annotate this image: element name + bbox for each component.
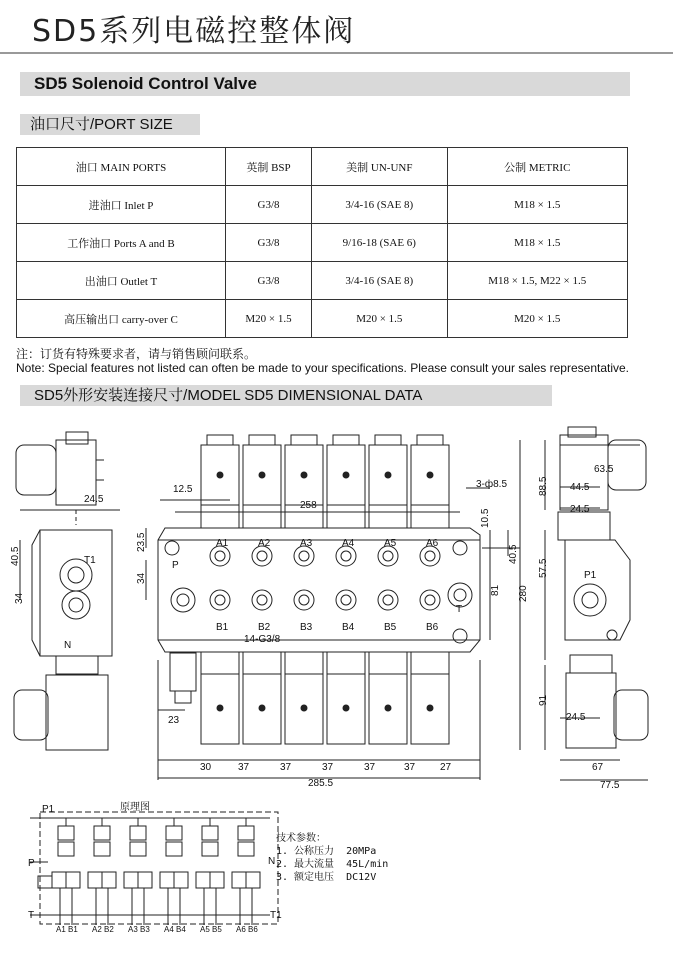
lower-spool-housing — [243, 652, 281, 674]
dim-label: 285.5 — [308, 778, 334, 789]
solenoid-screw — [343, 705, 349, 711]
port-label: T1 — [270, 910, 282, 921]
port-a-circle — [210, 546, 230, 566]
schematic-spool — [138, 872, 152, 888]
upper-spool-housing — [243, 505, 281, 528]
dim-label: 24.5 — [570, 504, 590, 515]
port-a-label: A6 — [426, 538, 439, 549]
params-title: 技术参数： — [276, 833, 326, 844]
port-b-label: B6 — [426, 622, 439, 633]
port-a-bore — [383, 551, 393, 561]
table-cell: M18 × 1.5, M22 × 1.5 — [447, 262, 627, 300]
port-b-label: B3 — [300, 622, 313, 633]
upper-spool-housing — [201, 505, 239, 528]
dim-label: 37 — [404, 762, 416, 773]
port-b-label: B4 — [342, 622, 355, 633]
port-b-label: B1 — [216, 622, 229, 633]
front-view — [146, 435, 520, 780]
port-label: B4 — [176, 925, 186, 934]
port-a-label: A1 — [216, 538, 229, 549]
solenoid-screw — [343, 472, 349, 478]
upper-spool-housing — [369, 505, 407, 528]
port-label: B2 — [104, 925, 114, 934]
param-value: DC12V — [346, 872, 377, 883]
port-b-bore — [425, 595, 435, 605]
port-label: A4 — [164, 925, 174, 934]
port-label: B6 — [248, 925, 258, 934]
table-cell: 工作油口 Ports A and B — [17, 224, 226, 262]
port-a-bore — [257, 551, 267, 561]
table-header-cell: 英制 BSP — [225, 148, 311, 186]
param-value: 45L/min — [346, 859, 389, 870]
dim-label: 37 — [280, 762, 292, 773]
schematic-spool — [174, 872, 188, 888]
dim-label: 40.5 — [10, 546, 21, 566]
dim-label: 24.5 — [566, 712, 586, 723]
port-label: P1 — [584, 570, 597, 581]
port-a-bore — [425, 551, 435, 561]
port-a-circle — [252, 546, 272, 566]
left-side-view — [14, 432, 120, 750]
port-a-bore — [299, 551, 309, 561]
dim-label: 63.5 — [594, 464, 614, 475]
upper-solenoid-cap — [375, 435, 401, 445]
schematic-relief — [58, 826, 74, 840]
dim-label: 34 — [136, 572, 147, 584]
section-title: SD5 Solenoid Control Valve — [20, 72, 630, 96]
table-header-cell: 油口 MAIN PORTS — [17, 148, 226, 186]
table-cell: G3/8 — [225, 262, 311, 300]
port-label: A6 — [236, 925, 246, 934]
table-cell: M20 × 1.5 — [312, 300, 447, 338]
port-label: A2 — [92, 925, 102, 934]
upper-spool-housing — [327, 505, 365, 528]
port-a-circle — [378, 546, 398, 566]
dim-label: 258 — [300, 500, 317, 511]
lower-spool-housing — [369, 652, 407, 674]
port-b-circle — [252, 590, 272, 610]
port-b-bore — [215, 595, 225, 605]
dim-label: 37 — [322, 762, 334, 773]
port-a-circle — [294, 546, 314, 566]
port-label: T1 — [84, 555, 96, 566]
table-cell: 出油口 Outlet T — [17, 262, 226, 300]
schematic-relief — [202, 826, 218, 840]
table-header-cell: 美制 UN-UNF — [312, 148, 447, 186]
schematic-title: 原理图 — [120, 802, 150, 813]
solenoid-screw — [427, 705, 433, 711]
dim-label: 88.5 — [538, 476, 549, 496]
schematic-check — [130, 842, 146, 856]
schematic-relief — [94, 826, 110, 840]
table-cell: 进油口 Inlet P — [17, 186, 226, 224]
table-cell: M18 × 1.5 — [447, 224, 627, 262]
port-label: N — [268, 856, 276, 867]
dim-label: 57.5 — [538, 558, 549, 578]
table-cell: G3/8 — [225, 224, 311, 262]
upper-solenoid-cap — [249, 435, 275, 445]
port-b-circle — [210, 590, 230, 610]
schematic-spool — [124, 872, 138, 888]
dim-label: 34 — [14, 592, 25, 604]
table-cell: M18 × 1.5 — [447, 186, 627, 224]
schematic-relief — [238, 826, 254, 840]
solenoid-screw — [217, 472, 223, 478]
dim-label: 23.5 — [136, 532, 147, 552]
port-label: A1 — [56, 925, 66, 934]
port-a-bore — [215, 551, 225, 561]
upper-solenoid-cap — [291, 435, 317, 445]
right-side-view — [545, 427, 648, 780]
table-header-cell: 公制 METRIC — [447, 148, 627, 186]
schematic-check — [166, 842, 182, 856]
port-a-label: A5 — [384, 538, 397, 549]
port-a-label: A4 — [342, 538, 355, 549]
solenoid-screw — [217, 705, 223, 711]
port-b-bore — [299, 595, 309, 605]
solenoid-screw — [259, 472, 265, 478]
upper-solenoid-cap — [333, 435, 359, 445]
port-label: A5 — [200, 925, 210, 934]
port-label: B5 — [212, 925, 222, 934]
param-value: 20MPa — [346, 846, 377, 857]
table-cell: G3/8 — [225, 186, 311, 224]
solenoid-screw — [427, 472, 433, 478]
schematic-relief — [130, 826, 146, 840]
port-b-label: B2 — [258, 622, 271, 633]
dim-label: 37 — [238, 762, 250, 773]
schematic-check — [238, 842, 254, 856]
schematic-spool — [196, 872, 210, 888]
schematic-spool — [66, 872, 80, 888]
lower-spool-housing — [327, 652, 365, 674]
port-a-bore — [341, 551, 351, 561]
lower-spool-housing — [201, 652, 239, 674]
table-cell: 3/4-16 (SAE 8) — [312, 262, 447, 300]
note-english: Note: Special features not listed can often be made to your specifications. Please consult your sales representative. — [16, 361, 630, 375]
port-b-circle — [420, 590, 440, 610]
dim-label: 280 — [518, 585, 529, 602]
schematic-spool — [210, 872, 224, 888]
dim-label: 3-ф8.5 — [476, 479, 508, 490]
schematic-check — [202, 842, 218, 856]
dim-label: 44.5 — [570, 482, 590, 493]
param-label: 3. 额定电压 — [276, 872, 335, 883]
upper-spool-housing — [411, 505, 449, 528]
solenoid-screw — [301, 472, 307, 478]
dim-label: 81 — [490, 584, 501, 596]
dim-label: 23 — [168, 715, 180, 726]
port-a-label: A3 — [300, 538, 313, 549]
port-label: T — [28, 910, 35, 921]
port-a-label: A2 — [258, 538, 271, 549]
solenoid-screw — [259, 705, 265, 711]
port-b-circle — [336, 590, 356, 610]
port-label: B1 — [68, 925, 78, 934]
solenoid-screw — [301, 705, 307, 711]
dim-label: 30 — [200, 762, 212, 773]
dim-label: 77.5 — [600, 780, 620, 791]
param-label: 1. 公称压力 — [276, 846, 335, 857]
port-label: P1 — [42, 804, 55, 815]
thread-label: 14-G3/8 — [244, 634, 281, 645]
schematic-check — [58, 842, 74, 856]
port-b-label: B5 — [384, 622, 397, 633]
upper-solenoid-cap — [417, 435, 443, 445]
dimensional-title: SD5外形安装连接尺寸/MODEL SD5 DIMENSIONAL DATA — [20, 385, 552, 406]
port-label: A3 — [128, 925, 138, 934]
schematic-spool — [102, 872, 116, 888]
port-label: B3 — [140, 925, 150, 934]
port-label: T — [456, 604, 463, 615]
schematic-spool — [246, 872, 260, 888]
page-title: SD5系列电磁控整体阀 — [32, 14, 356, 49]
schematic-spool — [160, 872, 174, 888]
dim-label: 91 — [538, 694, 549, 706]
schematic-spool — [232, 872, 246, 888]
param-row — [276, 871, 388, 884]
port-b-bore — [383, 595, 393, 605]
schematic-spool — [52, 872, 66, 888]
table-cell: 9/16-18 (SAE 6) — [312, 224, 447, 262]
param-row — [276, 845, 388, 858]
solenoid-screw — [385, 472, 391, 478]
table-cell: 3/4-16 (SAE 8) — [312, 186, 447, 224]
port-label: P — [172, 560, 179, 571]
table-cell: M20 × 1.5 — [447, 300, 627, 338]
dim-label: 27 — [440, 762, 452, 773]
note-chinese: 注：订货有特殊要求者，请与销售顾问联系。 — [16, 347, 257, 361]
upper-solenoid-cap — [207, 435, 233, 445]
schematic-spool — [88, 872, 102, 888]
schematic-check — [94, 842, 110, 856]
technical-parameters — [276, 832, 388, 884]
solenoid-screw — [385, 705, 391, 711]
port-b-circle — [378, 590, 398, 610]
dim-label: 40.5 — [508, 544, 519, 564]
param-row — [276, 858, 388, 871]
hydraulic-schematic — [30, 812, 278, 925]
port-a-circle — [336, 546, 356, 566]
table-cell: M20 × 1.5 — [225, 300, 311, 338]
port-b-circle — [294, 590, 314, 610]
port-a-circle — [420, 546, 440, 566]
dim-label: 37 — [364, 762, 376, 773]
dim-label: 12.5 — [173, 484, 193, 495]
lower-spool-housing — [411, 652, 449, 674]
dim-label: 10.5 — [480, 508, 491, 528]
dim-label: 67 — [592, 762, 604, 773]
lower-spool-housing — [285, 652, 323, 674]
port-b-bore — [341, 595, 351, 605]
param-label: 2. 最大流量 — [276, 859, 335, 870]
port-size-title: 油口尺寸/PORT SIZE — [20, 114, 200, 135]
schematic-relief — [166, 826, 182, 840]
dim-label: 24.5 — [84, 494, 104, 505]
port-label: P — [28, 858, 35, 869]
port-label: N — [64, 640, 72, 651]
table-cell: 高压输出口 carry-over C — [17, 300, 226, 338]
port-b-bore — [257, 595, 267, 605]
